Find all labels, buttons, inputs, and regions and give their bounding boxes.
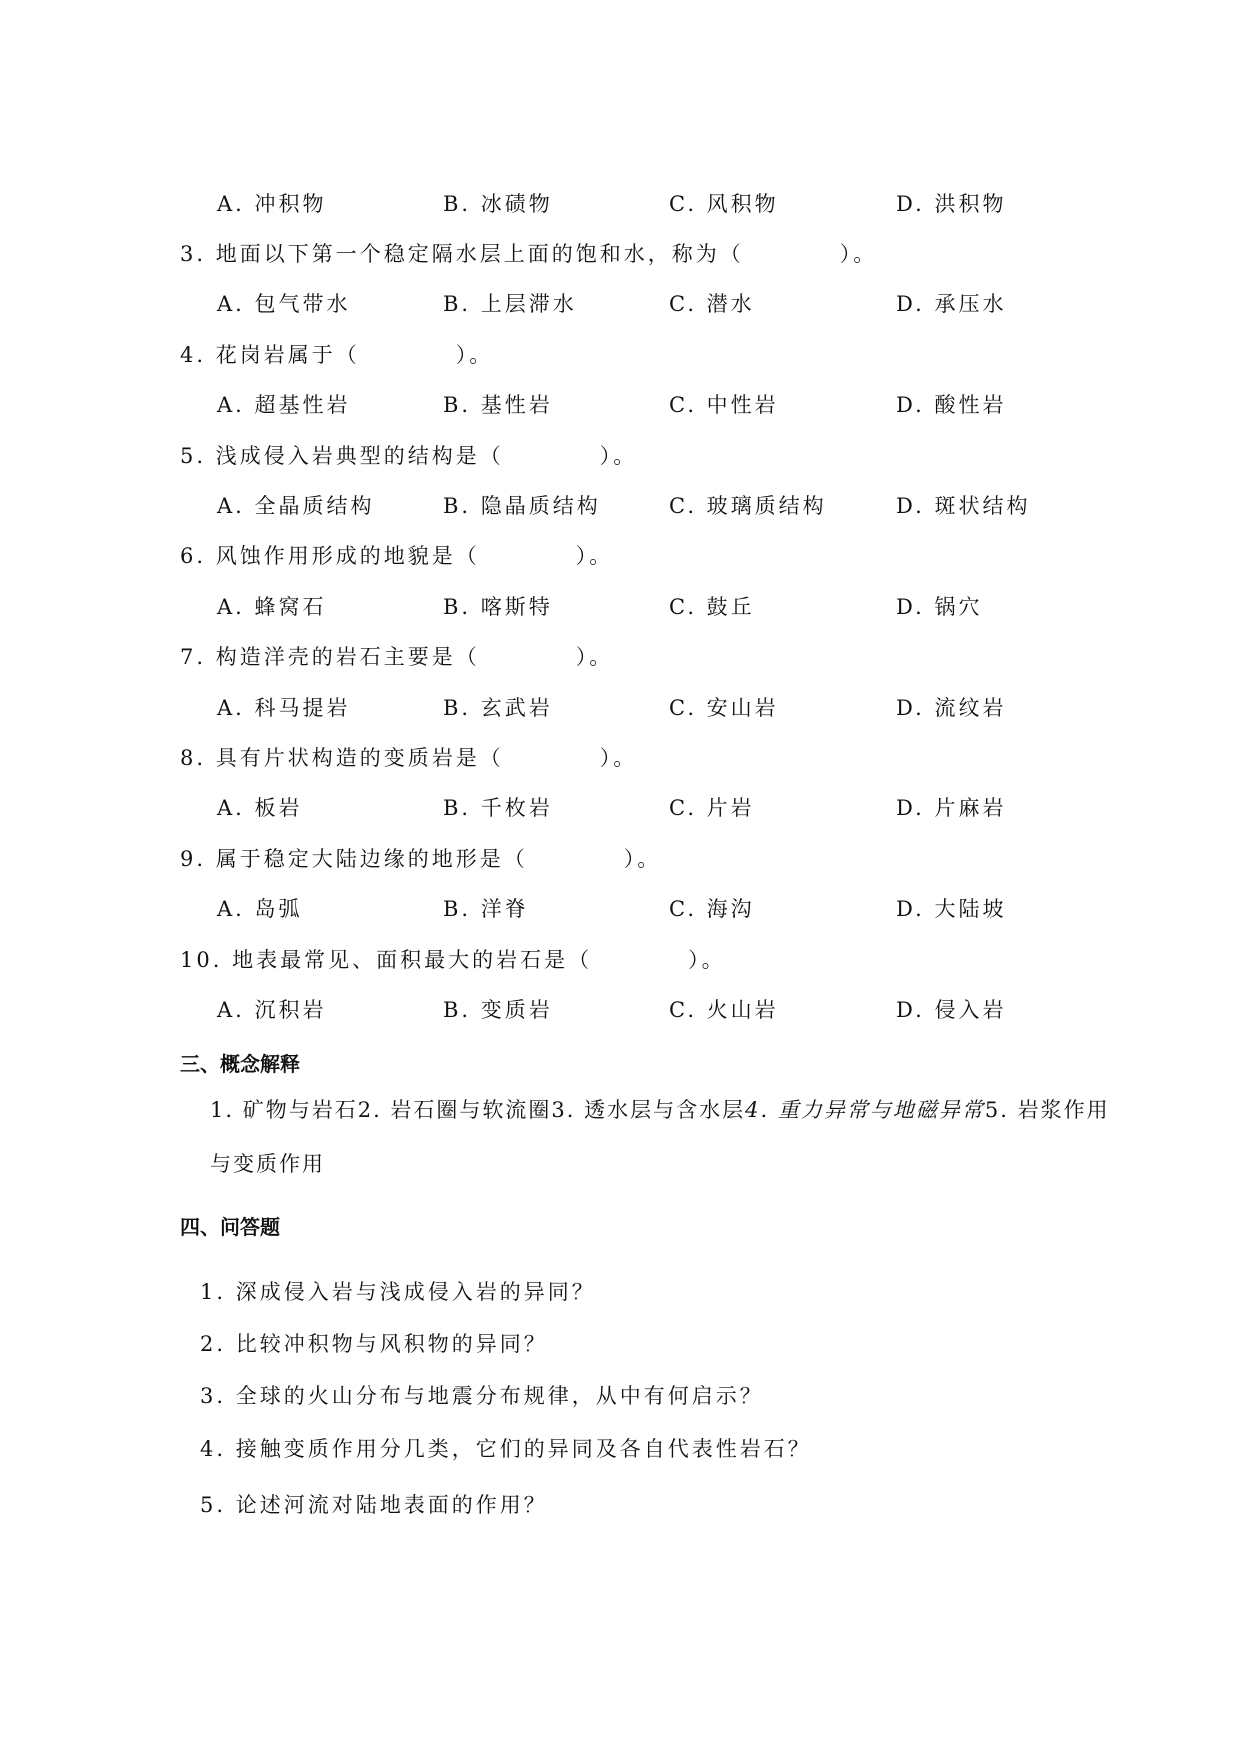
option-a: A. 科马提岩 bbox=[217, 695, 351, 720]
option-b: B. 基性岩 bbox=[443, 393, 553, 418]
question-stem: 6. 风蚀作用形成的地貌是（ ）。 bbox=[180, 544, 614, 569]
question-stem: 4. 花岗岩属于（ ）。 bbox=[180, 342, 494, 367]
option-b: B. 洋脊 bbox=[443, 897, 529, 922]
option-c: C. 中性岩 bbox=[669, 393, 779, 418]
option-c: C. 安山岩 bbox=[669, 695, 779, 720]
question-stem: 8. 具有片状构造的变质岩是（ ）。 bbox=[180, 746, 638, 770]
option-a: A. 包气带水 bbox=[217, 292, 351, 317]
option-b: B. 隐晶质结构 bbox=[443, 494, 601, 518]
option-a: A. 超基性岩 bbox=[217, 393, 351, 418]
concept-part-3: 5. 岩浆作用 bbox=[984, 1098, 1110, 1122]
question-stem: 7. 构造洋壳的岩石主要是（ ）。 bbox=[180, 645, 614, 670]
question-stem: 3. 地面以下第一个稳定隔水层上面的饱和水，称为（ ）。 bbox=[180, 242, 878, 266]
question-stem: 5. 浅成侵入岩典型的结构是（ ）。 bbox=[180, 443, 638, 468]
option-d: D. 洪积物 bbox=[896, 192, 1007, 216]
option-a: A. 冲积物 bbox=[217, 192, 327, 216]
question-stem: 10. 地表最常见、面积最大的岩石是（ ）。 bbox=[180, 947, 726, 972]
concept-list bbox=[210, 1100, 1110, 1121]
essay-question: 3. 全球的火山分布与地震分布规律，从中有何启示？ bbox=[200, 1384, 764, 1408]
option-a: A. 全晶质结构 bbox=[217, 494, 375, 518]
option-a: A. 板岩 bbox=[217, 796, 303, 821]
concept-list-continued: 与变质作用 bbox=[210, 1152, 325, 1176]
essay-question: 1. 深成侵入岩与浅成侵入岩的异同？ bbox=[200, 1280, 596, 1304]
option-d: D. 片麻岩 bbox=[896, 796, 1007, 821]
option-c: C. 火山岩 bbox=[669, 998, 779, 1022]
option-b: B. 喀斯特 bbox=[443, 594, 553, 619]
option-c: C. 风积物 bbox=[669, 192, 779, 216]
essay-question: 4. 接触变质作用分几类，它们的异同及各自代表性岩石？ bbox=[200, 1437, 812, 1461]
option-c: C. 潜水 bbox=[669, 292, 755, 317]
option-c: C. 鼓丘 bbox=[669, 594, 755, 619]
essay-question: 5. 论述河流对陆地表面的作用？ bbox=[200, 1493, 548, 1517]
option-d: D. 大陆坡 bbox=[896, 897, 1007, 922]
option-b: B. 千枚岩 bbox=[443, 796, 553, 821]
question-stem: 9. 属于稳定大陆边缘的地形是（ ）。 bbox=[180, 846, 662, 871]
option-d: D. 锅穴 bbox=[896, 594, 983, 619]
option-a: A. 沉积岩 bbox=[217, 998, 327, 1022]
option-b: B. 玄武岩 bbox=[443, 695, 553, 720]
option-b: B. 上层滞水 bbox=[443, 292, 577, 317]
concept-part-2: 4. 重力异常与地磁异常 bbox=[745, 1098, 985, 1122]
option-d: D. 承压水 bbox=[896, 292, 1007, 317]
option-c: C. 海沟 bbox=[669, 897, 755, 922]
option-c: C. 玻璃质结构 bbox=[669, 494, 827, 518]
essay-question: 2. 比较冲积物与风积物的异同？ bbox=[200, 1332, 548, 1356]
option-b: B. 冰碛物 bbox=[443, 192, 553, 216]
option-a: A. 蜂窝石 bbox=[217, 594, 327, 619]
option-d: D. 流纹岩 bbox=[896, 695, 1007, 720]
option-d: D. 斑状结构 bbox=[896, 494, 1031, 518]
option-d: D. 酸性岩 bbox=[896, 393, 1007, 418]
section-4-title: 四、问答题 bbox=[180, 1215, 280, 1239]
option-a: A. 岛弧 bbox=[217, 897, 303, 922]
option-c: C. 片岩 bbox=[669, 796, 755, 821]
option-d: D. 侵入岩 bbox=[896, 998, 1007, 1022]
section-3-title: 三、概念解释 bbox=[180, 1052, 300, 1076]
option-b: B. 变质岩 bbox=[443, 998, 553, 1022]
concept-part-1: 1. 矿物与岩石2. 岩石圈与软流圈3. 透水层与含水层 bbox=[210, 1098, 746, 1122]
